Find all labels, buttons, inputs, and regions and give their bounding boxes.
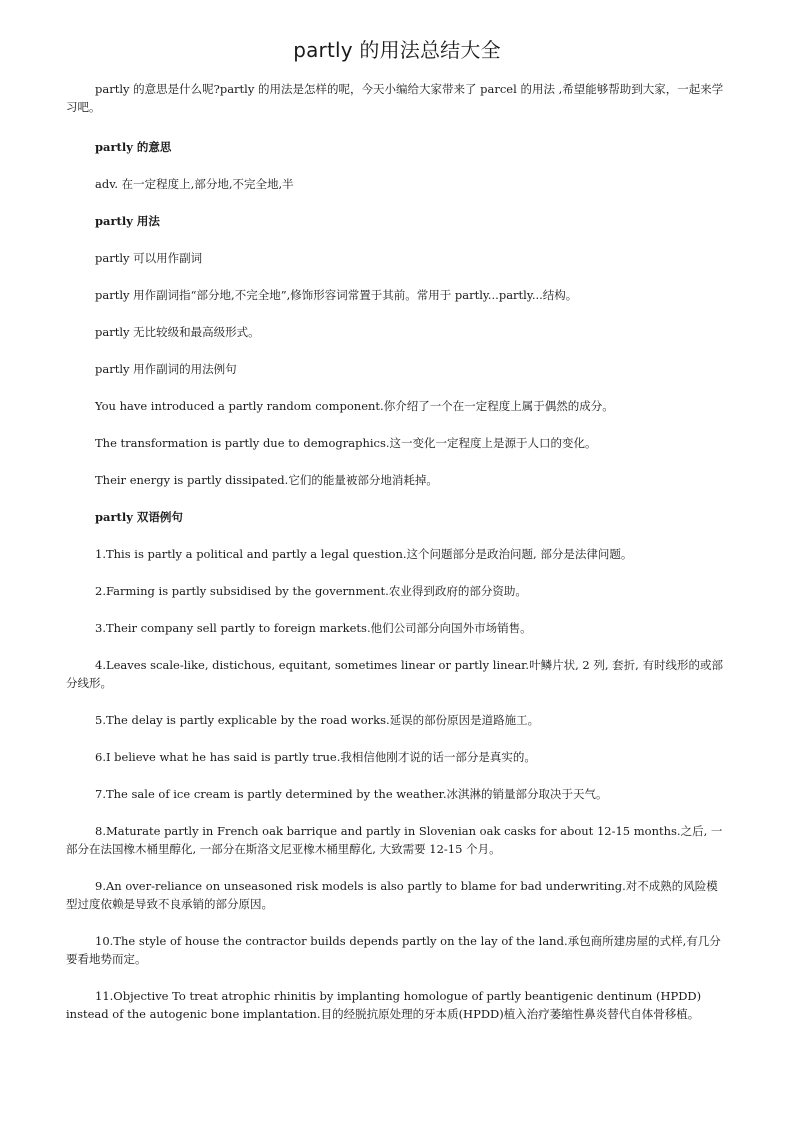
usage-example: You have introduced a partly random component.你介绍了一个在一定程度上属于偶然的成分。 <box>95 399 614 413</box>
bilingual-example: 2.Farming is partly subsidised by the government.农业得到政府的部分资助。 <box>95 584 527 598</box>
bilingual-example: 11.Objective To treat atrophic rhinitis by implanting homologue of partly beantigenic dentinum (HPDD) instead of the autogenic bone implantation.目的经脱抗原处理的牙本质(HPDD)植入治疗萎缩性鼻炎替代自体骨移植。 <box>66 989 702 1021</box>
bilingual-example: 10.The style of house the contractor builds depends partly on the lay of the land.承包商所建房屋的式样,有几分要看地势而定。 <box>66 934 721 966</box>
usage-paragraph: partly 用作副词指“部分地,不完全地”,修饰形容词常置于其前。常用于 partly...partly...结构。 <box>95 288 578 302</box>
bilingual-example: 5.The delay is partly explicable by the road works.延误的部份原因是道路施工。 <box>95 713 540 727</box>
section-heading-meaning: partly 的意思 <box>95 140 172 154</box>
usage-paragraph: partly 可以用作副词 <box>95 251 203 265</box>
bilingual-example: 6.I believe what he has said is partly true.我相信他刚才说的话一部分是真实的。 <box>95 750 536 764</box>
bilingual-example: 4.Leaves scale-like, distichous, equitant, sometimes linear or partly linear.叶鳞片状, 2 列, 套折, 有时线形的或部分线形。 <box>66 658 723 690</box>
bilingual-example: 8.Maturate partly in French oak barrique and partly in Slovenian oak casks for about 12-15 months.之后, 一部分在法国橡木桶里醇化, 一部分在斯洛文尼亚橡木桶里醇化, 大致需要 12-15 个月。 <box>66 824 723 856</box>
usage-paragraph: partly 用作副词的用法例句 <box>95 362 237 376</box>
document-body <box>66 80 726 1023</box>
definition-paragraph: adv. 在一定程度上,部分地,不完全地,半 <box>95 177 294 191</box>
bilingual-example: 1.This is partly a political and partly a legal question.这个问题部分是政治问题, 部分是法律问题。 <box>95 547 633 561</box>
bilingual-example: 7.The sale of ice cream is partly determined by the weather.冰淇淋的销量部分取决于天气。 <box>95 787 608 801</box>
bilingual-example: 3.Their company sell partly to foreign markets.他们公司部分向国外市场销售。 <box>95 621 532 635</box>
section-heading-usage: partly 用法 <box>95 214 160 228</box>
usage-example: Their energy is partly dissipated.它们的能量被部分地消耗掉。 <box>95 473 438 487</box>
intro-paragraph: partly 的意思是什么呢?partly 的用法是怎样的呢，今天小编给大家带来了 parcel 的用法 ,希望能够帮助到大家，一起来学习吧。 <box>66 82 724 114</box>
page-title: partly 的用法总结大全 <box>293 38 501 62</box>
usage-paragraph: partly 无比较级和最高级形式。 <box>95 325 260 339</box>
bilingual-example: 9.An over-reliance on unseasoned risk models is also partly to blame for bad underwriting.对不成熟的风险模型过度依赖是导致不良承销的部分原因。 <box>66 879 718 911</box>
usage-example: The transformation is partly due to demographics.这一变化一定程度上是源于人口的变化。 <box>95 436 597 450</box>
section-heading-bilingual: partly 双语例句 <box>95 510 183 524</box>
